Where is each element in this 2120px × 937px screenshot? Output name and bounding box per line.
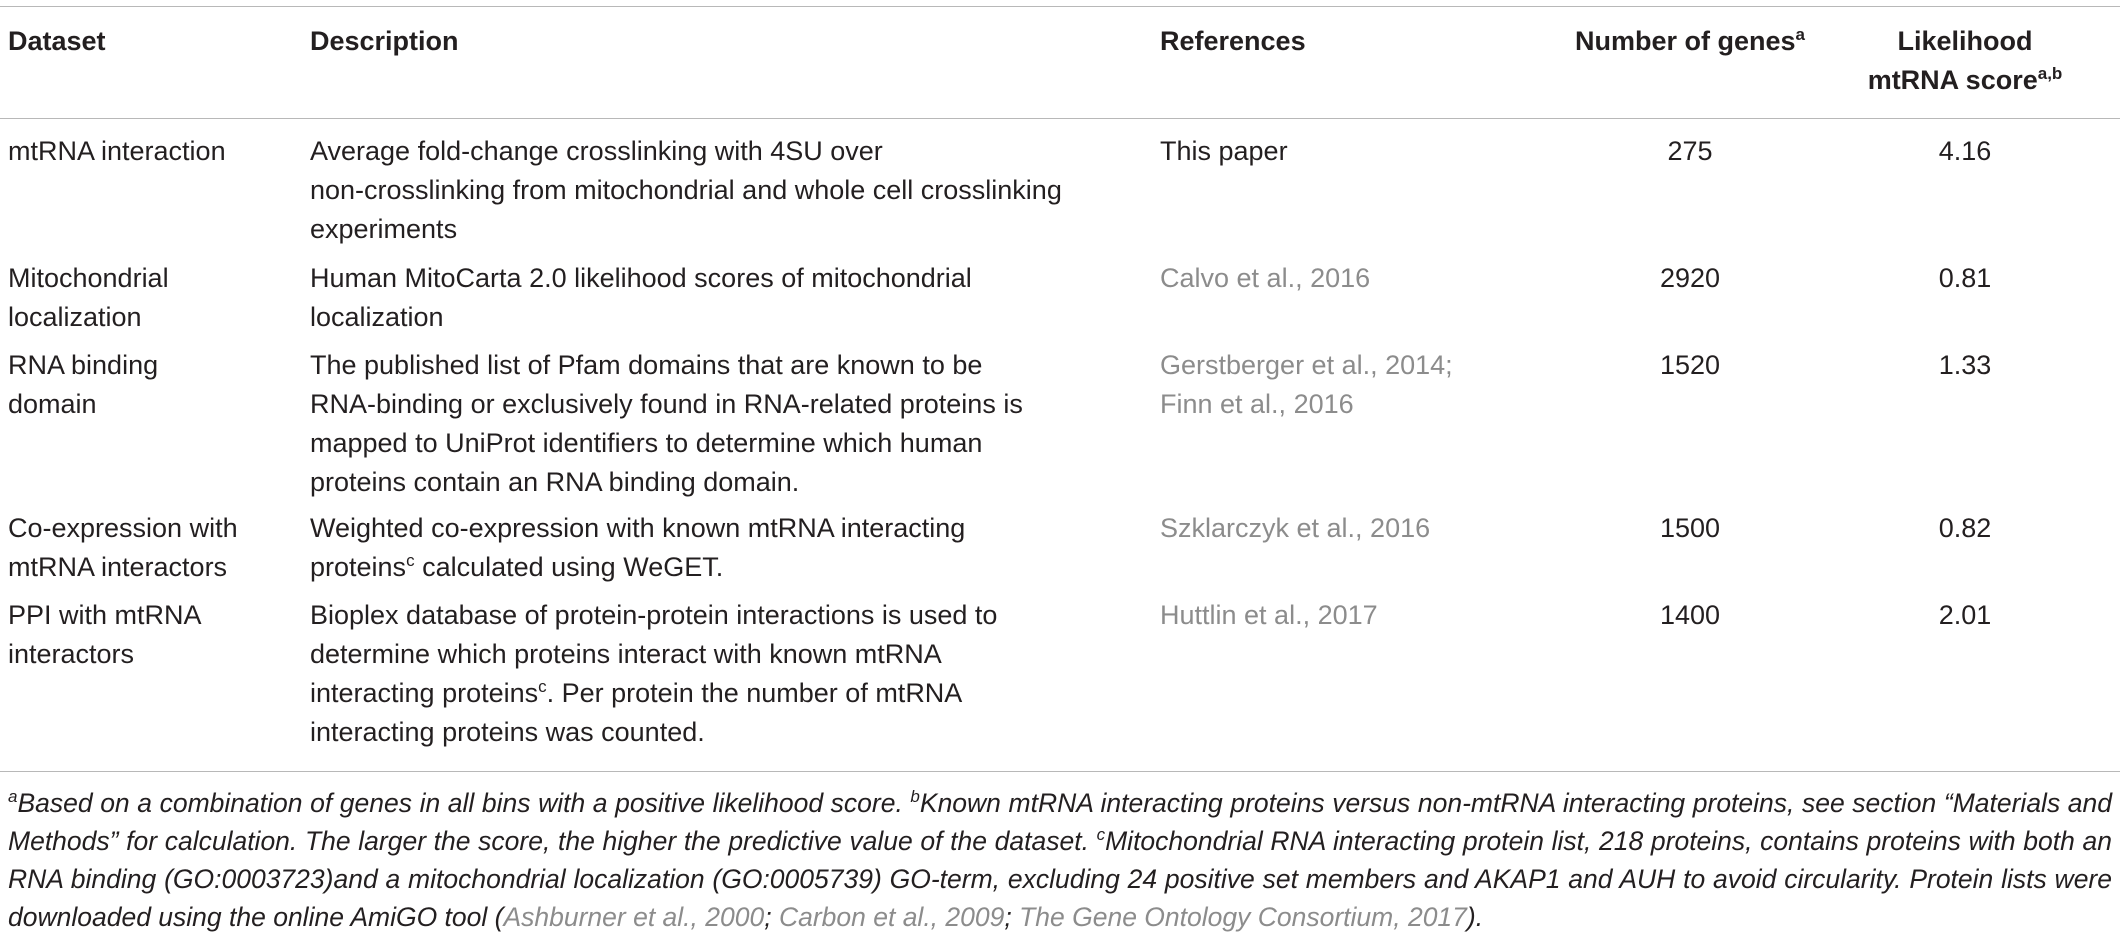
dataset-cell: Mitochondrial localization [8,263,169,332]
references-cell: Huttlin et al., 2017 [1160,600,1378,630]
header-number-of-genes: Number of genes$^a$ [1574,25,1805,56]
dataset-cell: RNA binding domain [8,350,159,419]
genes-cell: 1400 [1659,600,1721,630]
header-bottom-rule [0,118,2120,119]
dataset-cell: mtRNA interaction [8,136,226,166]
header-references: References [1160,26,1306,56]
score-cell: 2.01 [1938,600,1992,630]
header-dataset: Dataset [8,26,106,56]
description-cell: Human MitoCarta 2.0 likelihood scores of mitochondrial localization [310,263,972,332]
score-cell: 4.16 [1938,136,1992,166]
table-bottom-rule [0,771,2120,772]
genes-cell: 1500 [1659,513,1721,543]
dataset-cell: PPI with mtRNA interactors [8,600,202,669]
references-cell: Gerstberger et al., 2014; Finn et al., 2016 [1160,350,1453,419]
description-cell: The published list of Pfam domains that are known to be RNA-binding or exclusively found in RNA-related proteins is mapped to UniProt identifiers to determine which human proteins contain an RNA binding domain. [310,350,1023,497]
description-cell: Bioplex database of protein-protein interactions is used to determine which proteins interact with known mtRNA interacting proteins$^c$. Per protein the number of mtRNA interacting proteins was counted. [310,600,998,747]
header-description: Description [310,26,459,56]
citation-link[interactable]: The Gene Ontology Consortium, 2017 [1019,902,1467,932]
references-cell: This paper [1160,136,1288,166]
description-cell: Average fold-change crosslinking with 4SU over non-crosslinking from mitochondrial and whole cell crosslinking experiments [310,136,1062,244]
dataset-cell: Co-expression with mtRNA interactors [8,513,238,582]
references-cell: Calvo et al., 2016 [1160,263,1371,293]
score-cell: 0.81 [1938,263,1992,293]
score-cell: 0.82 [1938,513,1992,543]
references-cell: Szklarczyk et al., 2016 [1160,513,1431,543]
table-top-rule [0,6,2120,7]
genes-cell: 275 [1667,136,1713,166]
description-cell: Weighted co-expression with known mtRNA interacting proteins$^c$ calculated using WeGET. [310,513,966,582]
citation-link[interactable]: Carbon et al., 2009 [778,902,1005,932]
table-footnote: $^a$Based on a combination of genes in all bins with a positive likelihood score. $^b$Known mtRNA interacting proteins versus non-mtRNA interacting proteins, see section “Materials and Methods” for calculation. The larger the score, the higher the predictive value of the dataset. $^c$Mitochondrial RNA interacting protein list, 218 proteins, contains proteins with both an RNA binding (GO:0003723)and a mitochondrial localization (GO:0005739) GO-term, excluding 24 positive set members and AKAP1 and AUH to avoid circularity. Protein lists were downloaded using the online AmiGO tool (Ashburner et al., 2000; Carbon et al., 2009; The Gene Ontology Consortium, 2017). [8,787,2112,932]
header-likelihood-score: Likelihood mtRNA score$^{a,b}$ [1867,26,2063,95]
score-cell: 1.33 [1938,350,1992,380]
genes-cell: 1520 [1659,350,1721,380]
genes-cell: 2920 [1659,263,1721,293]
citation-link[interactable]: Ashburner et al., 2000 [503,902,765,932]
